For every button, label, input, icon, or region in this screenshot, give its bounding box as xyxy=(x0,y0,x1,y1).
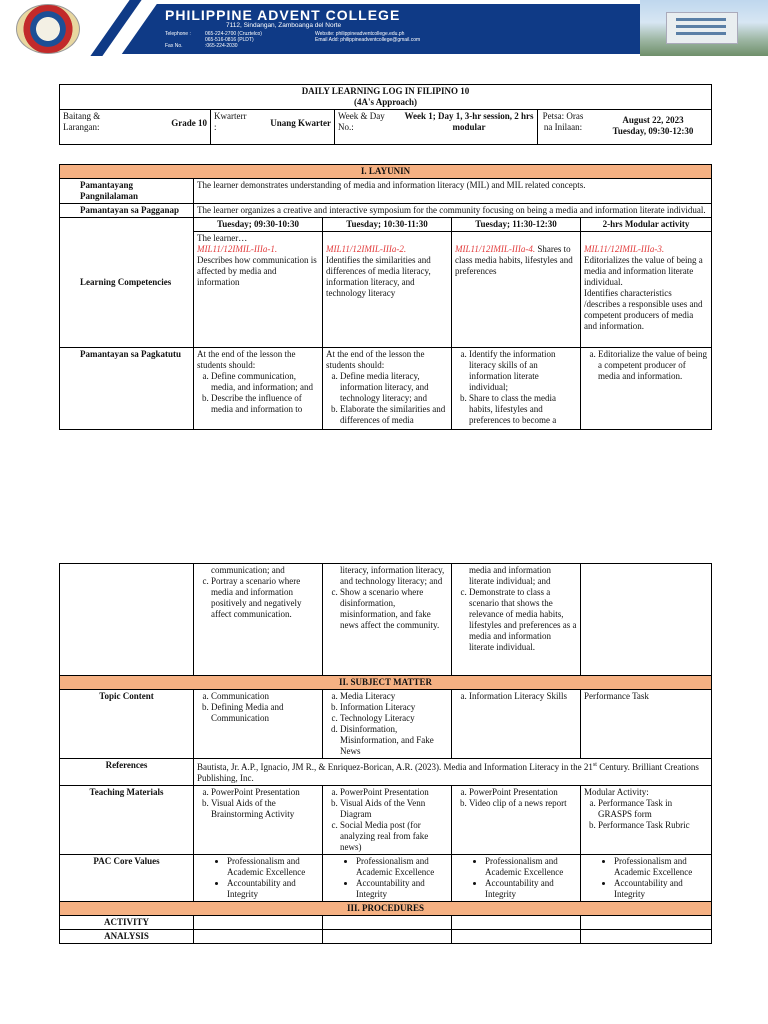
materials-cell-1 xyxy=(194,786,323,855)
pp-text: The learner demonstrates understanding of media and information literacy (MIL) and MIL related concepts. xyxy=(194,179,712,204)
col-header-1: Tuesday; 09:30-10:30 xyxy=(194,218,323,232)
cont-label-cell xyxy=(60,564,194,676)
fax-number: :065-224-2030 xyxy=(205,43,238,49)
analysis-cell xyxy=(194,930,323,944)
materials-cell-2 xyxy=(323,786,452,855)
activity-cell xyxy=(194,916,323,930)
analysis-label: ANALYSIS xyxy=(60,930,194,944)
pac-cell-3 xyxy=(452,855,581,902)
grade-value: Grade 10 xyxy=(171,118,207,128)
college-header-banner xyxy=(0,0,768,56)
date-value: August 22, 2023 xyxy=(622,115,684,125)
telephone-2: 065-516-0816 (PLDT) xyxy=(205,37,254,43)
college-name: PHILIPPINE ADVENT COLLEGE xyxy=(165,7,401,23)
pk-cell-2 xyxy=(323,348,452,430)
pk3-item-b: b. Share to class the media habits, lifestyles and preferences to become a xyxy=(469,393,577,426)
psp-text: The learner organizes a creative and interactive symposium for the community focusing on being a media and information literate individual. xyxy=(194,204,712,218)
time-value: Tuesday, 09:30-12:30 xyxy=(612,126,694,136)
college-address: 7112, Sindangan, Zamboanga del Norte xyxy=(226,22,342,29)
activity-cell xyxy=(323,916,452,930)
topic-cell-3 xyxy=(452,690,581,759)
pk2-intro: At the end of the lesson the students should: xyxy=(326,349,425,370)
cont-cell-2 xyxy=(323,564,452,676)
cont1-item-b: communication; and xyxy=(211,565,285,575)
log-subtitle: (4A's Approach) xyxy=(353,97,418,107)
pk1-intro: At the end of the lesson the students should: xyxy=(197,349,296,370)
pac-value: • Professionalism and Academic Excellence xyxy=(614,856,708,878)
pac-value: • Accountability and Integrity xyxy=(614,878,708,900)
email: Email Add: philippineadventcollege@gmail.com xyxy=(315,37,421,43)
pp-label: Pamantayang Pangnilalaman xyxy=(60,179,194,204)
continuation-table xyxy=(59,563,712,944)
material-item: a. PowerPoint Presentation xyxy=(469,787,577,798)
campus-photo xyxy=(640,0,768,56)
material-item: b. Visual Aids of the Brainstorming Activity xyxy=(211,798,319,820)
materials-cell-3 xyxy=(452,786,581,855)
pac-cell-1 xyxy=(194,855,323,902)
log-info-table xyxy=(59,84,712,145)
weekday-value: Week 1; Day 1, 3-hr session, 2 hrs modular xyxy=(404,111,534,132)
material-item: c. Social Media post (for analyzing real from fake news) xyxy=(340,820,448,853)
col-header-4: 2-hrs Modular activity xyxy=(581,218,712,232)
pk1-item-b: b. Describe the influence of media and information to xyxy=(211,393,319,415)
material-item: b. Video clip of a news report xyxy=(469,798,577,809)
analysis-cell xyxy=(323,930,452,944)
cont3-item-b: media and information literate individual; and xyxy=(469,565,551,586)
lc1-pre: The learner… xyxy=(197,233,248,243)
material-item: a. PowerPoint Presentation xyxy=(340,787,448,798)
baitang-label: Baitang & Larangan: xyxy=(63,111,101,132)
topic2-item: d. Disinformation, Misinformation, and Fake News xyxy=(340,724,448,757)
lc4-text: Editorializes the value of being a media and information literate individual. xyxy=(584,255,703,287)
grade-cell xyxy=(60,110,211,145)
topic-cell-1 xyxy=(194,690,323,759)
kwarter-label: Kwarterr : xyxy=(214,111,247,132)
material-item: b. Visual Aids of the Venn Diagram xyxy=(340,798,448,820)
kwarter-cell xyxy=(211,110,335,145)
lc2-text: Identifies the similarities and differences of media literacy, information literacy, and technology literacy xyxy=(326,255,431,298)
material-item: a. PowerPoint Presentation xyxy=(211,787,319,798)
topic3-item: a. Information Literacy Skills xyxy=(469,691,577,702)
log-title-cell xyxy=(60,85,712,110)
cont3-item-c: c. Demonstrate to class a scenario that shows the relevance of media habits, lifestyles and preferences as a media and information literate individual. xyxy=(469,587,577,653)
cont2-item-c: c. Show a scenario where disinformation, misinformation, and fake news affect the community. xyxy=(340,587,448,631)
pac-value: • Accountability and Integrity xyxy=(227,878,319,900)
pk1-item-a: a. Define communication, media, and information; and xyxy=(211,371,319,393)
modular-activity-intro: Modular Activity: xyxy=(584,787,649,797)
reference-text-2: Century. Brilliant Creations Publishing, Inc. xyxy=(197,762,699,783)
pac-cell-2 xyxy=(323,855,452,902)
reference-text: Bautista, Jr. A.P., Ignacio, JM R., & Enriquez-Borican, A.R. (2023). Media and Information Literacy in the 21 xyxy=(197,762,593,772)
log-title: DAILY LEARNING LOG IN FILIPINO 10 xyxy=(301,86,470,96)
col-header-3: Tuesday; 11:30-12:30 xyxy=(452,218,581,232)
lc1-code: MIL11/12IMIL-IIIa-1. xyxy=(197,244,278,254)
lc2-code: MIL11/12IMIL-IIIa-2. xyxy=(326,244,407,254)
pk-label: Pamantayan sa Pagkatutu xyxy=(60,348,194,430)
lc3-text: Shares to class media habits, lifestyles and preferences xyxy=(455,244,573,276)
psp-label: Pamantayan sa Pagganap xyxy=(60,204,194,218)
pac-label: PAC Core Values xyxy=(60,855,194,902)
cont2-item-b: literacy, information literacy, and technology literacy; and xyxy=(340,565,445,586)
topic2-item: c. Technology Literacy xyxy=(340,713,448,724)
topic1-item: b. Defining Media and Communication xyxy=(211,702,319,724)
activity-cell xyxy=(452,916,581,930)
references-label: References xyxy=(60,759,194,786)
lc-cell-3 xyxy=(452,232,581,348)
materials-cell-4 xyxy=(581,786,712,855)
pk4-item-a: a. Editorialize the value of being a competent producer of media and information. xyxy=(598,349,708,382)
activity-label: ACTIVITY xyxy=(60,916,194,930)
lc-cell-4 xyxy=(581,232,712,348)
college-seal-logo xyxy=(16,4,80,54)
weekday-cell xyxy=(335,110,538,145)
telephone-label: Telephone : xyxy=(165,31,191,37)
lc4-text2: Identifies characteristics /describes a responsible uses and competent producers of media and information. xyxy=(584,288,703,331)
topic-cell-2 xyxy=(323,690,452,759)
cont-cell-1 xyxy=(194,564,323,676)
activity-cell xyxy=(581,916,712,930)
telephone-1: 065-224-2700 (Cruztelco) xyxy=(205,31,262,37)
pk-cell-4 xyxy=(581,348,712,430)
pk-cell-1 xyxy=(194,348,323,430)
pk2-item-a: a. Define media literacy, information literacy, and technology literacy; and xyxy=(340,371,448,404)
pac-cell-4 xyxy=(581,855,712,902)
pac-value: • Professionalism and Academic Excellence xyxy=(227,856,319,878)
section-heading-layunin: I. LAYUNIN xyxy=(60,165,712,179)
col-header-2: Tuesday; 10:30-11:30 xyxy=(323,218,452,232)
reference-sup: st xyxy=(592,762,597,768)
lc3-code: MIL11/12IMIL-IIIa-4. xyxy=(455,244,536,254)
references-cell xyxy=(194,759,712,786)
layunin-table xyxy=(59,164,712,430)
topic1-item: a. Communication xyxy=(211,691,319,702)
lc-label: Learning Competencies xyxy=(60,218,194,348)
pac-value: • Accountability and Integrity xyxy=(356,878,448,900)
website: Website: philippineadventcollege.edu.ph xyxy=(315,31,405,37)
fax-label: Fax No. xyxy=(165,43,183,49)
lc-cell-2 xyxy=(323,232,452,348)
section-heading-procedures: III. PROCEDURES xyxy=(60,902,712,916)
cont-cell-4 xyxy=(581,564,712,676)
material-item: a. Performance Task in GRASPS form xyxy=(598,798,708,820)
pk3-item-a: a. Identify the information literacy skills of an information literate individual; xyxy=(469,349,577,393)
petsa-label: Petsa: Oras na Inilaan: xyxy=(542,111,584,132)
pac-value: • Professionalism and Academic Excellence xyxy=(356,856,448,878)
date-cell xyxy=(538,110,712,145)
lc1-text: Describes how communication is affected by media and information xyxy=(197,255,317,287)
cont1-item-c: c. Portray a scenario where media and information positively and negatively affect communication. xyxy=(211,576,319,620)
lc4-code: MIL11/12IMIL-IIIa-3. xyxy=(584,244,665,254)
lc-cell-1 xyxy=(194,232,323,348)
material-item: b. Performance Task Rubric xyxy=(598,820,708,831)
pac-value: • Professionalism and Academic Excellence xyxy=(485,856,577,878)
topic-label: Topic Content xyxy=(60,690,194,759)
analysis-cell xyxy=(452,930,581,944)
pk2-item-b: b. Elaborate the similarities and differences of media xyxy=(340,404,448,426)
section-heading-subject: II. SUBJECT MATTER xyxy=(60,676,712,690)
topic-cell-4: Performance Task xyxy=(581,690,712,759)
topic2-item: b. Information Literacy xyxy=(340,702,448,713)
cont-cell-3 xyxy=(452,564,581,676)
pk-cell-3 xyxy=(452,348,581,430)
analysis-cell xyxy=(581,930,712,944)
kwarter-value: Unang Kwarter xyxy=(270,118,331,128)
weekday-label: Week & Day No.: xyxy=(338,111,385,132)
pac-value: • Accountability and Integrity xyxy=(485,878,577,900)
materials-label: Teaching Materials xyxy=(60,786,194,855)
topic2-item: a. Media Literacy xyxy=(340,691,448,702)
